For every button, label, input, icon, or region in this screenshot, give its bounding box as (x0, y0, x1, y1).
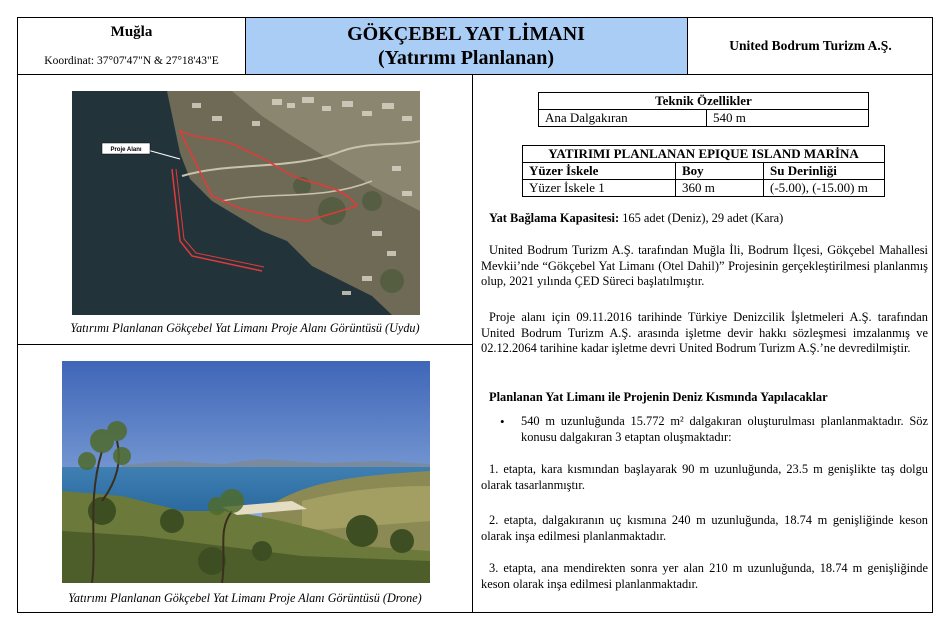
bullet-text: 540 m uzunluğunda 15.772 m² dalgakıran oluşturulması planlanmaktadır. Söz konusu dalgakıran 3 etaptan oluşmaktadır: (521, 414, 928, 444)
coordinates: Koordinat: 37°07'47"N & 27°18'43"E (44, 55, 219, 67)
capacity-value: 165 adet (Deniz), 29 adet (Kara) (619, 211, 784, 225)
satellite-image-graphic (72, 91, 420, 315)
marina-cell-length: 360 m (676, 180, 764, 197)
paragraph-2: Proje alanı için 09.11.2016 tarihinde Türkiye Denizcilik İşletmeleri A.Ş. tarafından United Bodrum Turizm A.Ş. arasında işletme devir hakkı sözleşmesi imzalanmış ve 02.12.2064 tarihine kadar işletme devri United Bodrum Turizm A.Ş.’ne devredilmiştir. (481, 310, 928, 356)
header-divider (17, 74, 933, 75)
bullet-icon: • (500, 414, 505, 429)
satellite-caption: Yatırımı Planlanan Gökçebel Yat Limanı Proje Alanı Görüntüsü (Uydu) (70, 321, 420, 335)
image-divider (17, 344, 473, 345)
tech-row-value: 540 m (707, 110, 869, 127)
paragraph-1: United Bodrum Turizm A.Ş. tarafından Muğla İli, Bodrum İlçesi, Gökçebel Mahallesi Mevkii’nde “Gökçebel Yat Limanı (Otel Dahil)” Projesinin gerçekleştirilmesi planlanmış olup, 2021 yılında ÇED Süreci başlatılmıştır. (481, 243, 928, 289)
marina-table (522, 145, 885, 197)
marina-header-length: Boy (676, 163, 764, 180)
capacity-label: Yat Bağlama Kapasitesi: (489, 211, 620, 225)
tech-table (538, 92, 869, 127)
tech-table-title: Teknik Özellikler (539, 93, 869, 110)
marina-table-title: YATIRIMI PLANLANAN EPIQUE ISLAND MARİNA (523, 146, 885, 163)
drone-image (62, 361, 430, 583)
marina-header-pier: Yüzer İskele (523, 163, 676, 180)
province-name: Muğla (110, 24, 153, 40)
tech-row-label: Ana Dalgakıran (539, 110, 707, 127)
stage-3: 3. etapta, ana mendirekten sonra yer alan 210 m uzunluğunda, 18.74 m genişliğinde keson olarak inşa edilmesi planlanmaktadır. (481, 561, 928, 591)
drone-image-graphic (62, 361, 430, 583)
company-name: United Bodrum Turizm A.Ş. (729, 38, 892, 53)
stage-1: 1. etapta, kara kısmından başlayarak 90 m uzunluğunda, 23.5 m genişlikte taş dolgu olarak tasarlanmıştır. (481, 462, 928, 492)
capacity-line (489, 211, 929, 227)
marina-header-depth: Su Derinliği (764, 163, 885, 180)
section-title: Planlanan Yat Limanı ile Projenin Deniz Kısmında Yapılacaklar (489, 390, 828, 404)
page-title-line1: GÖKÇEBEL YAT LİMANI (347, 23, 585, 45)
satellite-label: Proje Alanı (110, 147, 142, 153)
satellite-image (72, 91, 420, 315)
drone-caption: Yatırımı Planlanan Gökçebel Yat Limanı Proje Alanı Görüntüsü (Drone) (68, 591, 422, 605)
marina-cell-depth: (-5.00), (-15.00) m (764, 180, 885, 197)
page-title (245, 22, 687, 70)
stage-2: 2. etapta, dalgakıranın uç kısmına 240 m uzunluğunda, 18.74 m genişliğinde keson olarak inşa edilmesi planlanmaktadır. (481, 513, 928, 543)
page-title-line2: (Yatırımı Planlanan) (377, 47, 555, 69)
marina-cell-pier: Yüzer İskele 1 (523, 180, 676, 197)
